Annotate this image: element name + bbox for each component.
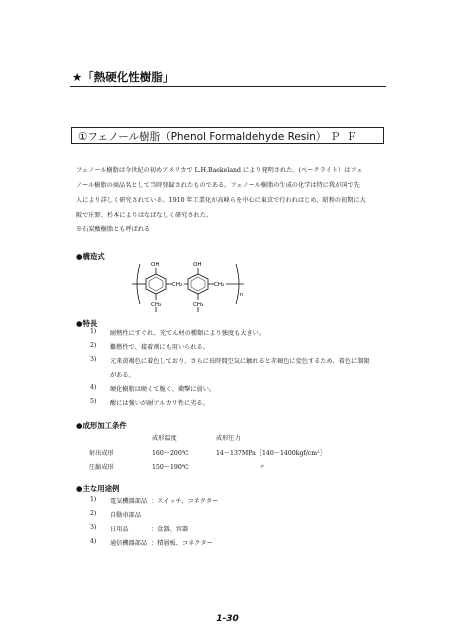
use-category: 通信機器部品	[110, 540, 148, 547]
intro-line: 阪で庄野、杉本によりはなばなしく研究された。	[76, 212, 213, 219]
section-title: ★「熱硬化性樹脂」	[72, 70, 175, 84]
resin-title: ①フェノール樹脂（Phenol Formaldehyde Resin）	[78, 131, 327, 143]
feature-num: 5)	[90, 398, 97, 405]
use-category: 自動車部品	[110, 512, 141, 519]
intro-line: 人により詳しく研究されている。1910 年工業化が高峰らを中心に東京で行われはじめ、昭和の初期に大	[76, 197, 366, 204]
feature-text: がある。	[110, 372, 135, 379]
feature-text: 元来黄褐色に着色しており、さらに長時間空気に触れると赤褐色に変色するため、着色に制限	[110, 358, 370, 365]
molding-temp: 160～200℃	[152, 450, 189, 457]
repeat-n-label: n	[240, 292, 244, 298]
molding-method: 射出成形	[89, 450, 114, 457]
use-detail: ：積層板、コネクター	[151, 540, 213, 547]
structure-heading: ●構造式	[76, 252, 105, 261]
section-rule	[70, 86, 386, 87]
oh-label-1: OH	[151, 262, 160, 268]
feature-num: 3)	[90, 356, 97, 363]
oh-label-2: OH	[193, 262, 202, 268]
use-detail: ：スイッチ、コネクター	[151, 498, 219, 505]
molding-pressure: 〃	[259, 464, 266, 471]
use-num: 2)	[90, 510, 97, 517]
use-category: 電気機器部品	[110, 498, 148, 505]
intro-paragraph	[76, 163, 386, 223]
structural-formula	[120, 258, 250, 316]
feature-text: 硬化樹脂は硬くて脆く、衝撃に弱い。	[110, 386, 216, 393]
molding-heading: ●成形加工条件	[76, 421, 127, 430]
ch3-label-2: CH₃	[193, 302, 204, 308]
page-number: 1-30	[216, 614, 239, 624]
feature-text: 耐熱性にすぐれ、充てん材の種類により強度も大きい。	[110, 330, 266, 337]
use-detail: ：食器、容器	[151, 526, 189, 533]
uses-heading: ●主な用途例	[76, 484, 120, 493]
feature-num: 4)	[90, 384, 97, 391]
features-heading: ●特長	[76, 319, 98, 328]
molding-pressure: 14～137MPa［140～1400kgf/cm²］	[216, 450, 326, 457]
feature-num: 2)	[90, 342, 97, 349]
feature-text: 難燃性で、接着剤にも用いられる。	[110, 344, 209, 351]
use-num: 3)	[90, 524, 97, 531]
use-num: 1)	[90, 496, 97, 503]
molding-method: 圧縮成形	[89, 464, 114, 471]
use-num: 4)	[90, 538, 97, 545]
molding-temp: 150～190℃	[152, 464, 189, 471]
molding-col-pressure: 成形圧力	[216, 435, 241, 442]
ch2-label-2: CH₂	[214, 282, 225, 288]
intro-line: ノール樹脂の商品名として当時登録されたものである。フェノール樹脂の生成の化学は特に我が国で先	[76, 182, 360, 189]
feature-text: 酸には強いが耐アルカリ性に劣る。	[110, 400, 209, 407]
use-category: 日用品	[110, 526, 129, 533]
resin-code: ＰＦ	[330, 131, 363, 143]
feature-num: 1)	[90, 328, 97, 335]
intro-line: フェノール樹脂は今世紀の初めアメリカで L.H.Baekeland により発明された。(ベークライト）はフェ	[76, 167, 363, 174]
ch2-label-1: CH₂	[172, 282, 183, 288]
alias-note: ※石炭酸樹脂とも呼ばれる	[76, 226, 151, 233]
molding-col-temp: 成形温度	[152, 435, 177, 442]
ch3-label-1: CH₃	[151, 302, 162, 308]
